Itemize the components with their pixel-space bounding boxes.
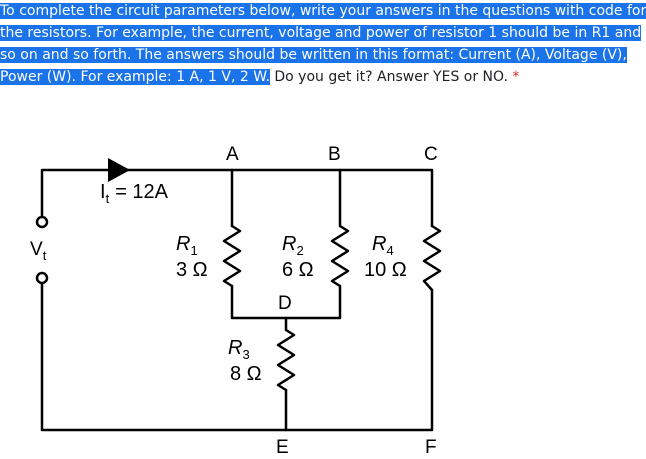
- current-symbol: I: [100, 181, 106, 203]
- question-line: [0, 22, 642, 44]
- resistor-r3-name: $R_3$: [228, 337, 250, 362]
- question-tail: Do you get it? Answer YES or NO.: [269, 69, 508, 85]
- node-label-b: B: [328, 144, 341, 165]
- circuit-diagram: [0, 132, 549, 459]
- current-value: = 12A: [115, 181, 169, 203]
- current-label: [100, 181, 169, 206]
- resistor-r1-zigzag: [224, 226, 240, 286]
- source-terminal-bottom: [37, 273, 47, 283]
- source-subscript: t: [42, 248, 47, 263]
- resistor-r2-value: 6 Ω: [282, 259, 314, 281]
- node-label-e: E: [276, 437, 289, 458]
- source-label: [30, 239, 47, 263]
- resistor-r3-value: 8 Ω: [230, 363, 262, 385]
- question-line-text: Power (W). For example: 1 A, 1 V, 2 W.: [0, 69, 270, 85]
- question-line-text: the resistors. For example, the current, voltage and power of resistor 1 should be in R1 and: [0, 25, 642, 41]
- node-label-f: F: [425, 437, 437, 458]
- resistor-r4-zigzag: [424, 226, 440, 290]
- resistor-r2-name: $R_2$: [282, 233, 304, 258]
- node-label-d: D: [278, 293, 292, 314]
- question-line-text: To complete the circuit parameters below, write your answers in the questions with code for: [0, 3, 646, 19]
- question-line: [0, 66, 549, 88]
- resistor-r1-name: $R_1$: [176, 233, 198, 258]
- resistor-r4-name: $R_4$: [372, 233, 394, 258]
- question-line-text: so on and so forth. The answers should be written in this format: Current (A), Voltage (V),: [0, 47, 627, 63]
- source-symbol: V: [30, 239, 43, 260]
- current-arrow-icon: [108, 158, 130, 182]
- resistor-r2-zigzag: [332, 226, 348, 286]
- question-line: [0, 44, 627, 66]
- resistor-r1-value: 3 Ω: [176, 259, 208, 281]
- resistor-r4-value: 10 Ω: [364, 259, 407, 281]
- question-line: [0, 0, 646, 22]
- resistor-r3-zigzag: [278, 330, 294, 390]
- required-asterisk: *: [512, 69, 520, 85]
- source-terminal-top: [37, 217, 47, 227]
- node-label-c: C: [424, 144, 438, 165]
- current-subscript: t: [105, 191, 110, 206]
- node-label-a: A: [226, 144, 239, 165]
- question-text: [0, 0, 646, 88]
